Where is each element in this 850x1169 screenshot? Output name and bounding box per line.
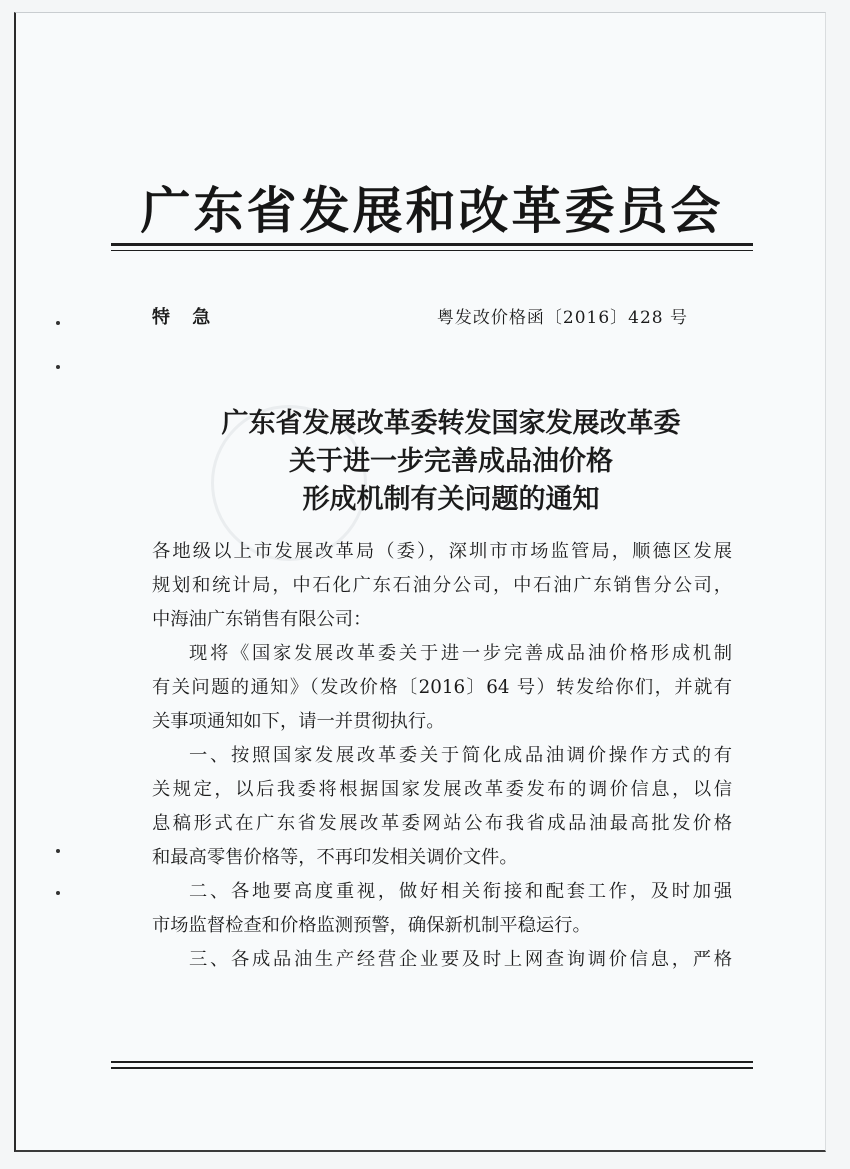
title-line: 广东省发展改革委转发国家发展改革委 (221, 408, 681, 439)
binding-hole-mark (56, 849, 60, 853)
body-line: 息稿形式在广东省发展改革委网站公布我省成品油最高批发价格 (152, 813, 732, 834)
body-line: 一、按照国家发展改革委关于简化成品油调价操作方式的有 (189, 745, 732, 766)
paragraph-2 (152, 739, 732, 875)
document-number: 粤发改价格函〔2016〕428 号 (436, 308, 688, 328)
body-line: 三、各成品油生产经营企业要及时上网查询调价信息，严格 (189, 949, 732, 970)
binding-hole-mark (56, 891, 60, 895)
header-rule-thin (111, 250, 753, 251)
title-line: 形成机制有关问题的通知 (302, 484, 600, 515)
body-line: 中海油广东销售有限公司： (152, 609, 372, 630)
body-line: 和最高零售价格等，不再印发相关调价文件。 (152, 847, 518, 868)
paragraph-4 (152, 943, 732, 977)
body-line: 有关问题的通知》（发改价格〔2016〕64 号）转发给你们，并就有 (152, 677, 732, 698)
document-page (14, 12, 826, 1152)
document-body (152, 535, 732, 977)
binding-hole-mark (56, 321, 60, 325)
body-line: 现将《国家发展改革委关于进一步完善成品油价格形成机制 (189, 643, 732, 664)
urgency-label: 特 急 (152, 307, 219, 328)
title-line: 关于进一步完善成品油价格 (289, 446, 613, 477)
header-rule-thick (111, 243, 753, 246)
binding-hole-mark (56, 365, 60, 369)
body-line: 各地级以上市发展改革局（委），深圳市市场监管局，顺德区发展 (152, 541, 732, 562)
body-line: 市场监督检查和价格监测预警，确保新机制平稳运行。 (152, 915, 591, 936)
recipients (152, 535, 732, 637)
body-line: 关事项通知如下，请一并贯彻执行。 (152, 711, 445, 732)
footer-rule-bottom (111, 1067, 753, 1069)
document-title (111, 405, 791, 519)
body-line: 关规定，以后我委将根据国家发展改革委发布的调价信息，以信 (152, 779, 732, 800)
body-line: 二、各地要高度重视，做好相关衔接和配套工作，及时加强 (189, 881, 732, 902)
paragraph-3 (152, 875, 732, 943)
issuing-agency: 广东省发展和改革委员会 (140, 181, 724, 240)
footer-rule-top (111, 1061, 753, 1063)
body-line: 规划和统计局，中石化广东石油分公司，中石油广东销售分公司， (152, 575, 732, 596)
paragraph-1 (152, 637, 732, 739)
